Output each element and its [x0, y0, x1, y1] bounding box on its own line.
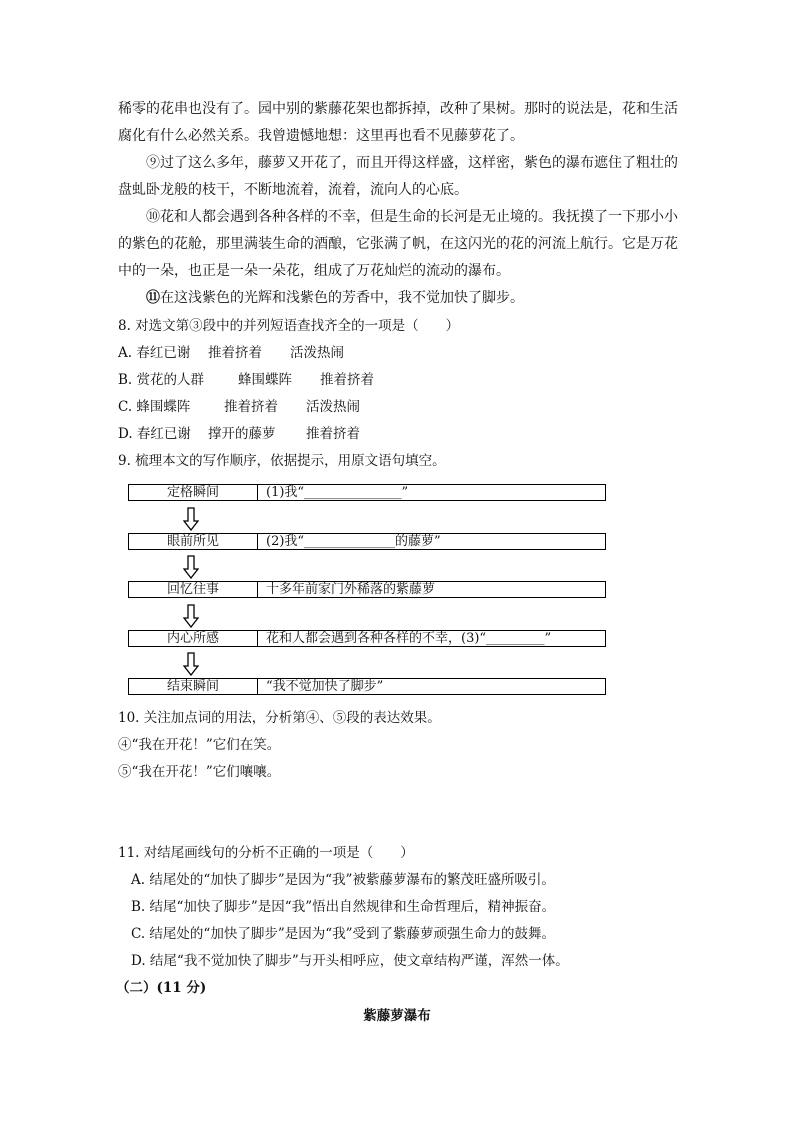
down-arrow-icon	[183, 555, 199, 579]
flow-row-2	[128, 533, 606, 550]
down-arrow-icon	[183, 604, 199, 628]
flow-label: 结束瞬间	[129, 679, 258, 694]
flow-content: 十多年前家门外稀落的紫藤萝	[266, 582, 436, 597]
flow-row-1	[128, 484, 606, 501]
flow-label: 回忆往事	[129, 582, 258, 597]
passage-paragraph-9: ⑨过了这么多年，藤萝又开花了，而且开得这样盛，这样密，紫色的瀑布遮住了粗壮的盘虬卧龙般的枝干，不断地流着，流着，流向人的心底。	[118, 155, 678, 198]
passage-paragraph-10: ⑩花和人都会遇到各种各样的不幸，但是生命的长河是无止境的。我抚摸了一下那小小的紫色的花舱，那里满装生命的酒酿，它张满了帆，在这闪光的花的河流上航行。它是万花中的一朵，也正是一朵一朵花，组成了万花灿烂的流动的瀑布。	[118, 209, 678, 279]
question-10-stem: 10. 关注加点词的用法，分析第④、⑤段的表达效果。	[118, 710, 441, 726]
flow-label: 眼前所见	[129, 534, 258, 549]
q10-sentence-4: ④“我在开花！”它们在笑。	[118, 737, 281, 753]
passage-paragraph-11	[118, 285, 678, 312]
q11-option-b[interactable]: B. 结尾“加快了脚步”是因“我”悟出自然规律和生命哲理后，精神振奋。	[131, 899, 556, 915]
passage-title: 紫藤萝瀑布	[363, 1008, 431, 1024]
question-11-stem: 11. 对结尾画线句的分析不正确的一项是（ ）	[118, 845, 414, 861]
paragraph-number: ⑪	[146, 290, 160, 306]
q11-option-c[interactable]: C. 结尾处的“加快了脚步”是因为“我”受到了紫藤萝顽强生命力的鼓舞。	[131, 926, 556, 942]
question-9-stem: 9. 梳理本文的写作顺序，依据提示，用原文语句填空。	[118, 453, 446, 469]
flow-blank-1[interactable]: (1)我“_______________”	[266, 485, 409, 500]
q8-option-a[interactable]: A. 春红已谢 推着挤着 活泼热闹	[118, 345, 344, 361]
flow-row-3	[128, 581, 606, 598]
q8-option-d[interactable]: D. 春红已谢 撑开的藤萝 推着挤着	[118, 426, 360, 442]
paragraph-text: 在这浅紫色的光辉和浅紫色的芳香中，我不觉加快了脚步。	[160, 290, 524, 306]
q11-option-d[interactable]: D. 结尾“我不觉加快了脚步”与开头相呼应，使文章结构严谨，浑然一体。	[131, 953, 569, 969]
flow-row-4	[128, 630, 606, 647]
flow-content: “我不觉加快了脚步”	[266, 679, 384, 694]
flow-row-5	[128, 678, 606, 695]
section-heading: （二）(11 分)	[116, 980, 207, 996]
q10-sentence-5: ⑤“我在开花！”它们嚷嚷。	[118, 764, 281, 780]
flow-label: 定格瞬间	[129, 485, 258, 500]
passage-paragraph-8-continued: 稀零的花串也没有了。园中别的紫藤花架也都拆掉，改种了果树。那时的说法是，花和生活腐化有什么必然关系。我曾遗憾地想：这里再也看不见藤萝花了。	[118, 101, 678, 144]
down-arrow-icon	[183, 652, 199, 676]
question-8-stem: 8. 对选文第③段中的并列短语查找齐全的一项是（ ）	[118, 318, 460, 334]
q8-option-c[interactable]: C. 蜂围蝶阵 推着挤着 活泼热闹	[118, 399, 360, 415]
flow-label: 内心所感	[129, 631, 258, 646]
flow-blank-2[interactable]: (2)我“______________的藤萝”	[266, 534, 441, 549]
down-arrow-icon	[183, 507, 199, 531]
q8-option-b[interactable]: B. 赏花的人群 蜂围蝶阵 推着挤着	[118, 372, 374, 388]
flow-blank-3[interactable]: 花和人都会遇到各种各样的不幸，(3)“_________”	[266, 631, 552, 646]
q11-option-a[interactable]: A. 结尾处的“加快了脚步”是因为“我”被紫藤萝瀑布的繁茂旺盛所吸引。	[131, 872, 555, 888]
